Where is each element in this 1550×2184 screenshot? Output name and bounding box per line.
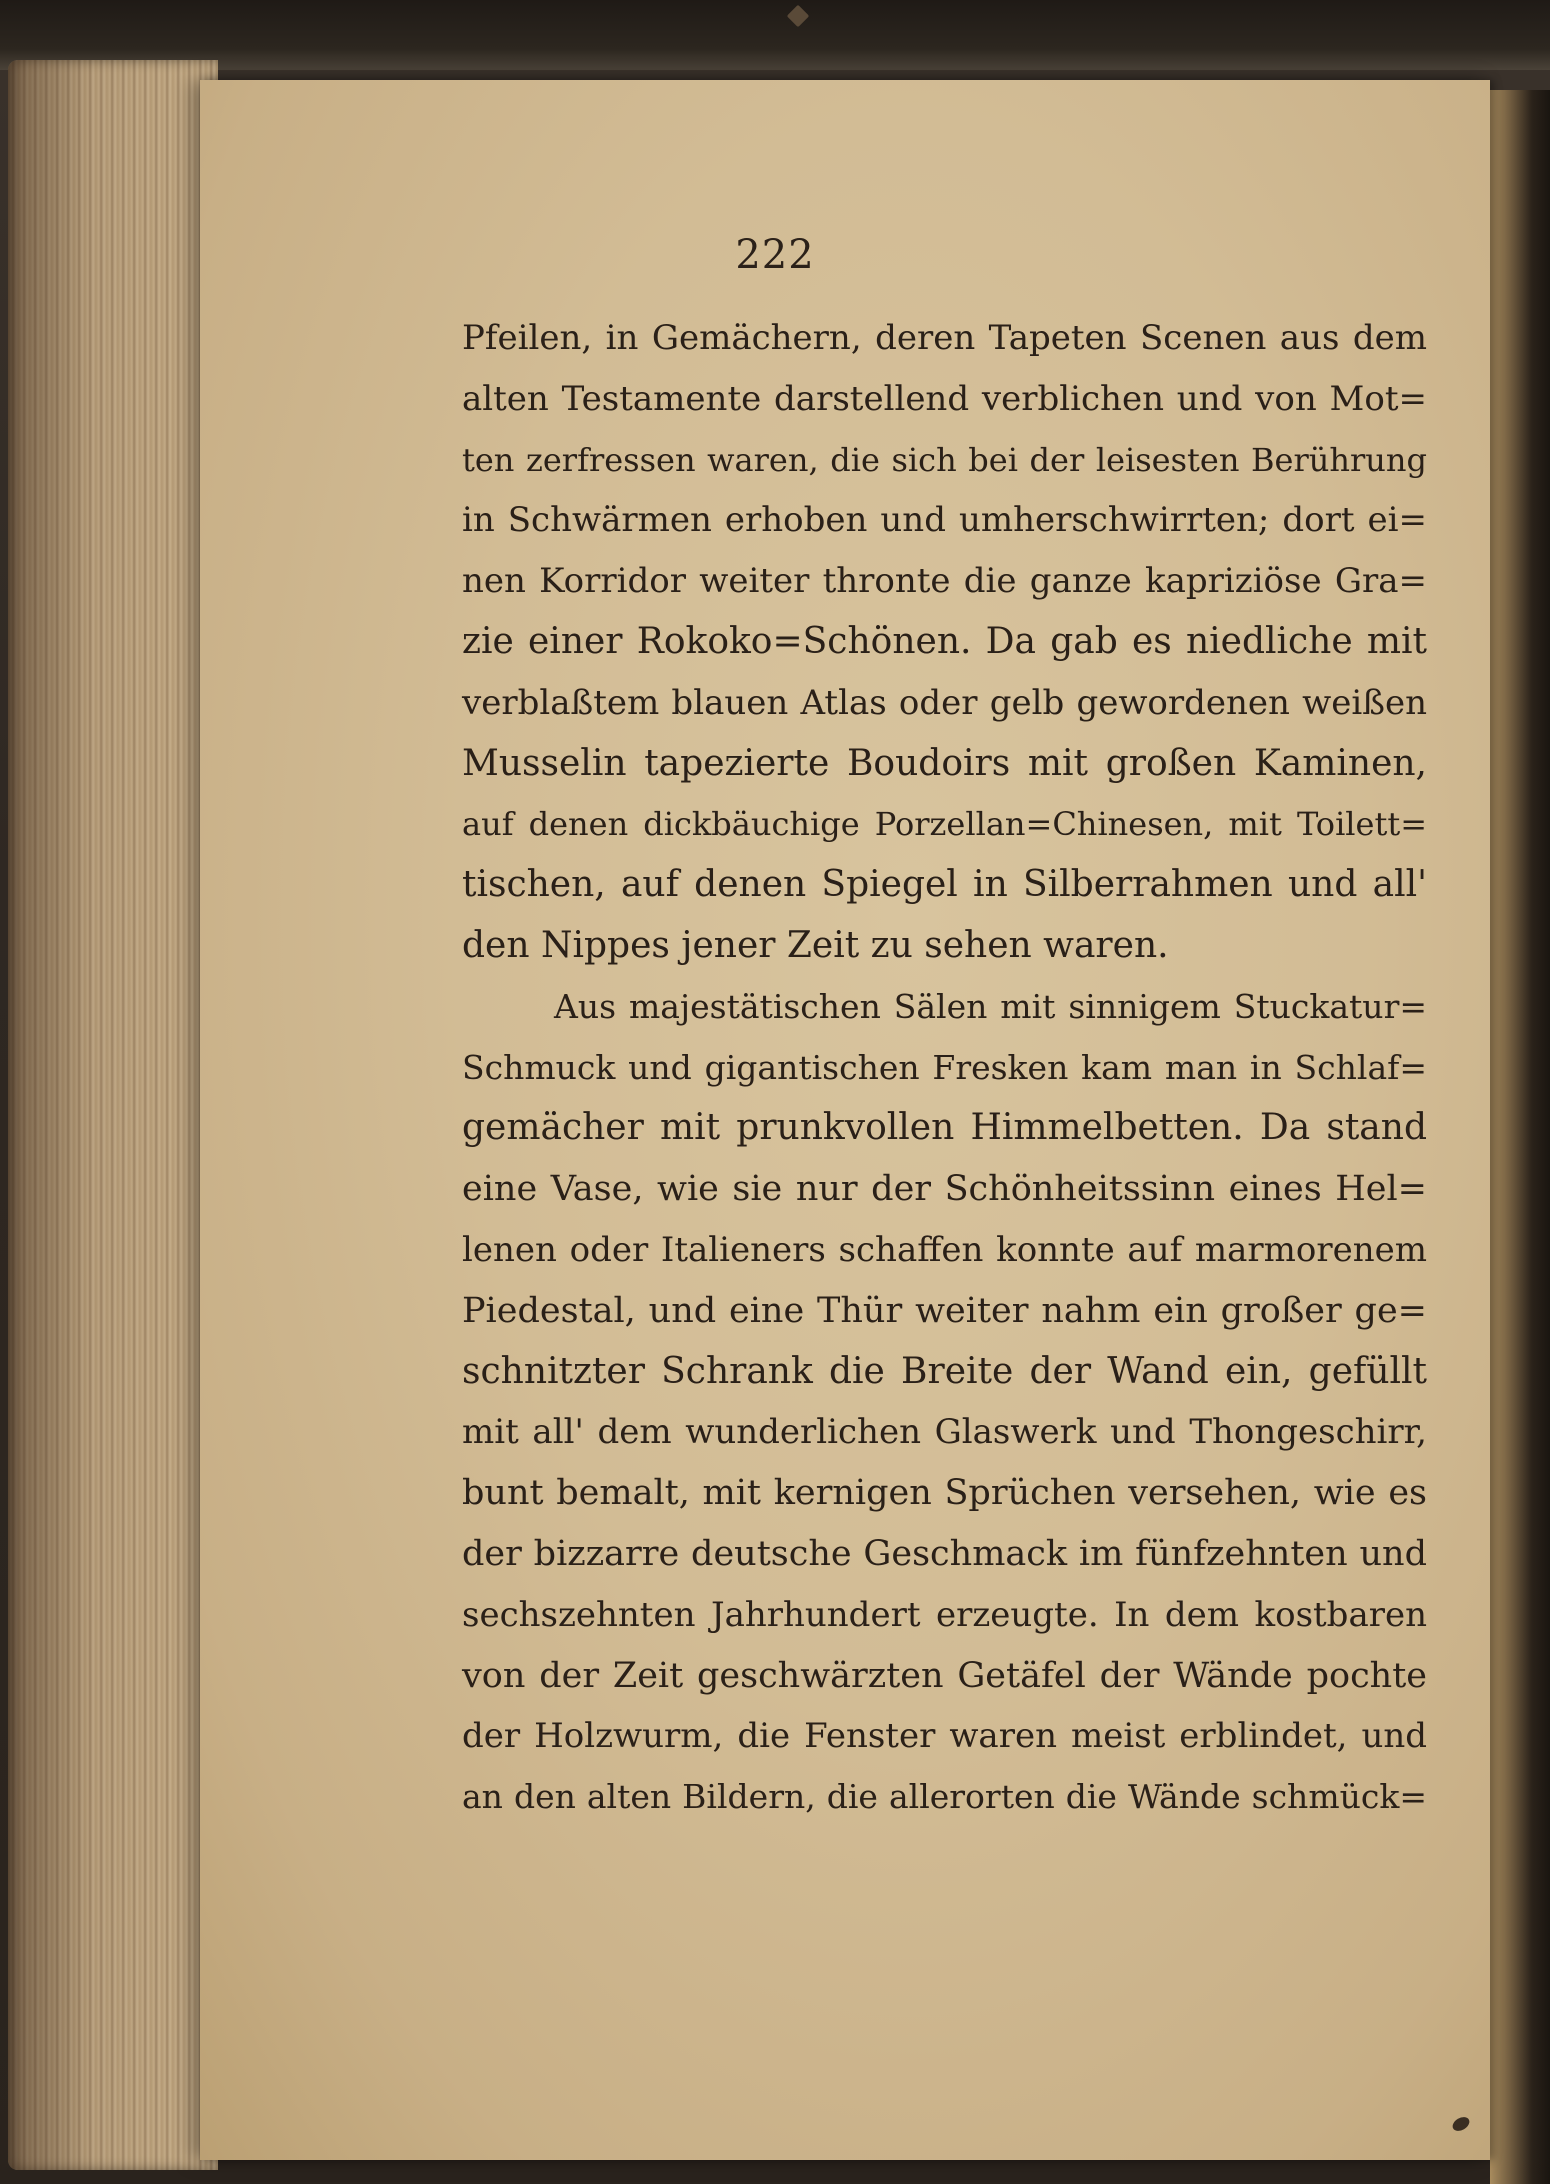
text-line: bunt bemalt, mit kernigen Sprüchen versehen, wie es	[462, 1473, 1427, 1514]
text-line: Piedestal, und eine Thür weiter nahm ein großer ge=	[462, 1290, 1427, 1331]
text-line: verblaßtem blauen Atlas oder gelb gewordenen weißen	[462, 682, 1427, 723]
paragraph	[462, 977, 1427, 1828]
text-line: mit all' dem wunderlichen Glaswerk und Thongeschirr,	[462, 1412, 1427, 1453]
text-line: der Holzwurm, die Fenster waren meist erblindet, und	[462, 1716, 1427, 1757]
text-line: tischen, auf denen Spiegel in Silberrahmen und all'	[462, 864, 1427, 906]
page-number: 222	[735, 232, 815, 278]
book-cover-top	[0, 0, 1550, 70]
text-line: schnitzter Schrank die Breite der Wand ein, gefüllt	[462, 1350, 1427, 1392]
text-line: ten zerfressen waren, die sich bei der leisesten Berührung	[462, 440, 1427, 479]
page-stack-edges	[8, 60, 218, 2170]
text-line: von der Zeit geschwärzten Getäfel der Wände pochte	[462, 1655, 1427, 1696]
text-line: gemächer mit prunkvollen Himmelbetten. Da stand	[462, 1107, 1427, 1149]
paragraph	[462, 308, 1427, 977]
text-line: nen Korridor weiter thronte die ganze kapriziöse Gra=	[462, 561, 1427, 602]
text-line: alten Testamente darstellend verblichen und von Mot=	[462, 378, 1427, 419]
text-line: sechszehnten Jahrhundert erzeugte. In dem kostbaren	[462, 1594, 1427, 1635]
body-text	[462, 308, 1427, 1828]
text-line: Pfeilen, in Gemächern, deren Tapeten Scenen aus dem	[462, 318, 1427, 358]
text-line: in Schwärmen erhoben und umherschwirrten; dort ei=	[462, 500, 1427, 541]
text-line: zie einer Rokoko=Schönen. Da gab es niedliche mit	[462, 620, 1427, 662]
text-line: Musselin tapezierte Boudoirs mit großen Kaminen,	[462, 742, 1427, 784]
text-line: eine Vase, wie sie nur der Schönheitssinn eines Hel=	[462, 1169, 1427, 1210]
text-line: lenen oder Italieners schaffen konnte auf marmorenem	[462, 1229, 1427, 1270]
text-line: an den alten Bildern, die allerorten die Wände schmück=	[462, 1777, 1427, 1817]
book-gutter-right	[1490, 90, 1550, 2184]
text-line: Aus majestätischen Sälen mit sinnigem Stuckatur=	[554, 986, 1427, 1026]
text-line: Schmuck und gigantischen Fresken kam man in Schlaf=	[462, 1047, 1427, 1087]
text-line: der bizzarre deutsche Geschmack im fünfzehnten und	[462, 1533, 1427, 1574]
text-line: den Nippes jener Zeit zu sehen waren.	[462, 924, 1169, 966]
text-line: auf denen dickbäuchige Porzellan=Chinesen, mit Toilett=	[462, 805, 1427, 844]
